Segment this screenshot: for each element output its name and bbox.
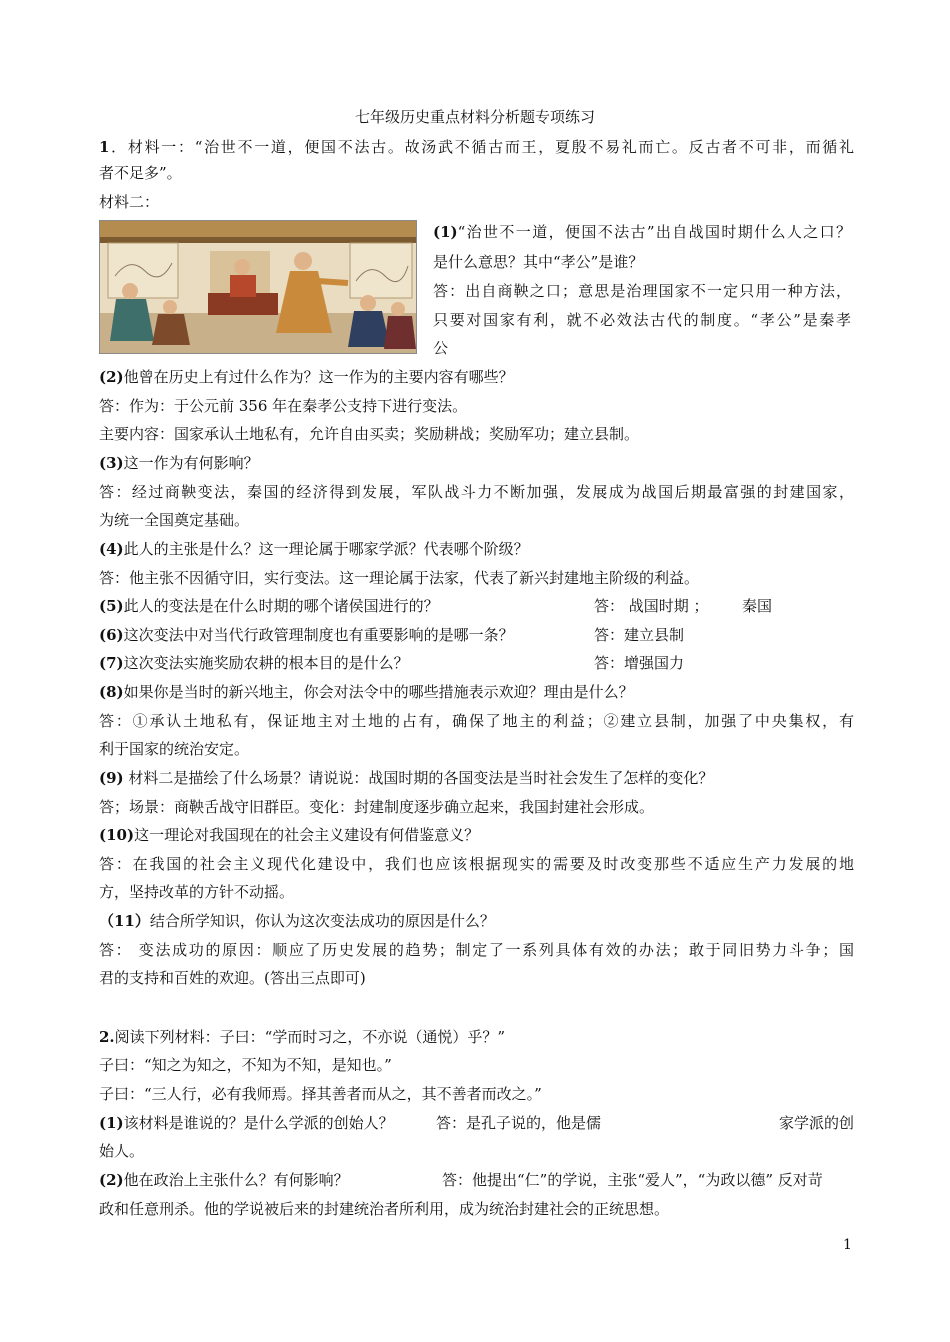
q1-p1-question-line-2: 是什么意思？其中“孝公”是谁？: [433, 253, 644, 271]
q1-p5-answer-state: 秦国: [742, 597, 773, 615]
q1-p6-row: (6)这次变法中对当代行政管理制度也有重要影响的是哪一条？ 答：建立县制: [99, 626, 685, 644]
q1-p1-answer-line-1: 答：出自商鞅之口；意思是治理国家不一定只用一种方法，: [433, 282, 851, 300]
q2-p2-row: (2)他在政治上主张什么？有何影响？ 答：他提出“仁”的学说，主张“爱人”，“为政以德” 反对苛: [99, 1171, 823, 1189]
q1-p8-answer-1: 答：①承认土地私有，保证地主对土地的占有，确保了地主的利益；②建立县制，加强了中央集权，有: [99, 712, 854, 730]
q1-p1-question-line-1: (1)“治世不一道，便国不法古”出自战国时期什么人之口？: [433, 223, 851, 241]
q1-p5-row: (5)此人的变法是在什么时期的哪个诸侯国进行的？ 答： 战国时期 ； 秦国: [99, 597, 773, 615]
q2-p1-answer: 答：是孔子说的，他是儒: [436, 1114, 602, 1132]
q1-p4-question: (4)此人的主张是什么？这一理论属于哪家学派？代表哪个阶级？: [99, 540, 529, 558]
q1-p3-answer-1: 答：经过商鞅变法，秦国的经济得到发展，军队战斗力不断加强，发展成为战国后期最富强的封建国家，: [99, 483, 854, 501]
q1-p11-answer-1: 答： 变法成功的原因：顺应了历史发展的趋势；制定了一系列具体有效的办法；敢于同旧势力斗争；国: [99, 941, 854, 959]
q2-p1-row: (1)该材料是谁说的？是什么学派的创始人？ 答：是孔子说的，他是儒 家学派的创: [99, 1114, 854, 1132]
q1-p1-answer-line-2: 只要对国家有利，就不必效法古代的制度。“孝公”是秦孝: [433, 311, 851, 329]
q2-p2-answer-1: 答：他提出“仁”的学说，主张“爱人”，“为政以德” 反对苛: [442, 1171, 823, 1189]
q1-p7-row: (7)这次变法实施奖励农耕的根本目的是什么？ 答：增强国力: [99, 654, 685, 672]
q1-p6-answer: 答：建立县制: [594, 626, 685, 644]
q1-p8-question: (8)如果你是当时的新兴地主，你会对法令中的哪些措施表示欢迎？理由是什么？: [99, 683, 634, 701]
q1-p2-question: (2)他曾在历史上有过什么作为？这一作为的主要内容有哪些？: [99, 368, 514, 386]
page-number: 1: [843, 1237, 852, 1253]
q2-p2-answer-2: 政和任意刑杀。他的学说被后来的封建统治者所利用，成为统治封建社会的正统思想。: [99, 1200, 670, 1218]
q1-p4-answer: 答：他主张不因循守旧，实行变法。这一理论属于法家，代表了新兴封建地主阶级的利益。: [99, 569, 700, 587]
q1-p10-answer-2: 方，坚持改革的方针不动摇。: [99, 883, 295, 901]
q1-material-2-label: 材料二：: [99, 193, 160, 211]
q1-p9-question: (9) 材料二是描绘了什么场景？请说说：战国时期的各国变法是当时社会发生了怎样的变化？: [99, 769, 714, 787]
q1-material-1-line-2: 者不足多”。: [99, 164, 182, 182]
q1-p8-answer-2: 利于国家的统治安定。: [99, 740, 250, 758]
q2-p1-answer-wrap: 始人。: [99, 1142, 145, 1160]
page-title: 七年级历史重点材料分析题专项练习: [354, 108, 595, 126]
q1-p3-question: (3)这一作为有何影响？: [99, 454, 259, 472]
q1-p11-answer-2: 君的支持和百姓的欢迎。(答出三点即可): [99, 969, 366, 987]
q1-p7-answer: 答：增强国力: [594, 654, 685, 672]
q1-material-1-line-1: 1．材料一：“治世不一道，便国不法古。故汤武不循古而王，夏殷不易礼而亡。反古者不可非，而循礼: [99, 138, 854, 156]
shang-yang-debate-illustration: [99, 220, 417, 354]
q1-p9-answer: 答；场景：商鞅舌战守旧群臣。变化：封建制度逐步确立起来，我国封建社会形成。: [99, 798, 655, 816]
q1-p5-answer-period: 答： 战国时期 ；: [594, 597, 709, 615]
q1-p3-answer-2: 为统一全国奠定基础。: [99, 511, 250, 529]
q1-p11-question: （11）结合所学知识，你认为这次变法成功的原因是什么？: [99, 912, 495, 930]
q2-p1-answer-tail: 家学派的创: [778, 1114, 854, 1132]
q2-quote-3: 子曰：“三人行，必有我师焉。择其善者而从之，其不善者而改之。”: [99, 1085, 542, 1103]
q2-quote-2: 子曰：“知之为知之，不知为不知，是知也。”: [99, 1056, 392, 1074]
q1-p10-answer-1: 答：在我国的社会主义现代化建设中，我们也应该根据现实的需要及时改变那些不适应生产力发展的地: [99, 855, 854, 873]
q2-intro: 2.阅读下列材料：子曰：“学而时习之，不亦说（通悦）乎？”: [99, 1028, 506, 1046]
q1-p10-question: (10)这一理论对我国现在的社会主义建设有何借鉴意义？: [99, 826, 480, 844]
illustration-svg: [100, 221, 416, 353]
q1-p2-answer-2: 主要内容：国家承认土地私有，允许自由买卖；奖励耕战；奖励军功；建立县制。: [99, 425, 640, 443]
q1-p2-answer-1: 答：作为：于公元前 356 年在秦孝公支持下进行变法。: [99, 397, 468, 415]
q1-p1-answer-line-3: 公: [433, 339, 449, 357]
